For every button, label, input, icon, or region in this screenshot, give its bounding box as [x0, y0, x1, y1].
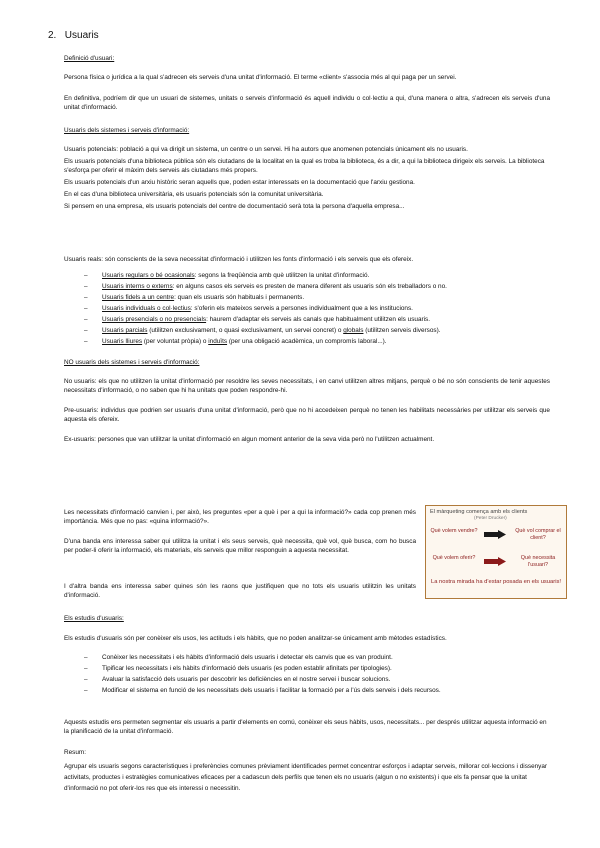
figure-question-1: Què volem vendre? — [430, 528, 478, 534]
definition-paragraph-2: En definitiva, podríem dir que un usuari de sistemes, unitats o serveis d'informació és aquell individu o col·lectiu a qui, d'una manera o altra, s'adrecen els serveis d'una unitat d'informació. — [64, 95, 550, 111]
section-heading — [48, 30, 99, 41]
potential-users-line: Els usuaris potencials d'un arxiu històric seran aquells que, poden estar interessats en la documentació que l'arxiu gestiona. — [64, 179, 415, 186]
definition-paragraph-1: Persona física o jurídica a la qual s'adrecen els serveis d'una unitat d'informació. El terme «client» s'associa més al qui paga per un servei. — [64, 74, 457, 81]
definition-section — [64, 54, 550, 63]
pre-users-block — [64, 406, 550, 424]
potential-users-line: Els usuaris potencials d'una biblioteca pública són els ciutadans de la localitat en la qual es troba la biblioteca, és a dir, a qui la biblioteca dirigeix els serveis. La biblioteca s'esforça per oferir el màxim dels serveis als ciutadans més propers. — [64, 158, 545, 174]
list-item — [84, 292, 554, 303]
section-number: 2. — [48, 30, 57, 41]
list-item — [84, 314, 554, 325]
figure-subtitle: (Peter Drucker) — [474, 516, 507, 521]
list-item-text: : haurem d'adaptar els serveis als canals que habitualment utilitzen els usuaris. — [206, 316, 431, 323]
definition-title: Definició d'usuari: — [64, 55, 115, 62]
ex-users-paragraph: Ex-usuaris: persones que van utilitzar la unitat d'informació en algun moment anterior de la seva vida però no l'utilitzen actualment. — [64, 436, 435, 443]
summary-paragraph: Agrupar els usuaris segons característiques i preferències comunes prèviament identificades permet concentrar esforços i adaptar serveis, millorar col·leccions i dissenyar activitats, productes i estratègies comunicatives eficaces per a cadascun dels perfils que tenen els no usuaris (algun o no existents) i que els fa pensar que la unitat d'informació no pot oferir-los res que els interessi o necessitin. — [64, 763, 548, 792]
right-arrow-icon — [484, 557, 506, 566]
list-item: – Avaluar la satisfacció dels usuaris per descobrir les deficiències en el nostre servei i buscar solucions. — [84, 674, 554, 685]
list-item: – Tipificar les necessitats i els hàbits d'informació dels usuaris (es poden establir afinitats per tipologies). — [84, 663, 554, 674]
needs-paragraph-3: I d'altra banda ens interessa saber quines són les raons que justifiquen que no tots els usuaris utilitzin les unitats d'informació. — [64, 583, 416, 599]
studies-title: Els estudis d'usuaris: — [64, 615, 124, 622]
marketing-figure — [425, 505, 567, 599]
studies-goals-list — [84, 652, 554, 696]
list-item: – Modificar el sistema en funció de les necessitats dels usuaris i facilitar la formació per a l'ús dels serveis i dels recursos. — [84, 685, 554, 696]
list-item — [84, 281, 554, 292]
list-item-term: Usuaris presencials o no presencials — [102, 316, 207, 323]
non-users-title: NO usuaris dels sistemes i serveis d'informació: — [64, 359, 200, 366]
figure-question-3: Què volem oferir? — [432, 555, 476, 561]
figure-question-4: Què necessita l'usuari? — [520, 555, 556, 568]
list-item-text: (utilitzen serveis diversos). — [363, 327, 441, 334]
studies-intro-block — [64, 634, 550, 643]
pre-users-paragraph: Pre-usuaris: individus que podrien ser usuaris d'una unitat d'informació, però que no hi accedeixen perquè no tenen les habilitats necessàries per utilitzar els serveis que aquesta els ofereix. — [64, 407, 550, 423]
list-item-text: (per una obligació acadèmica, un compromís laboral...). — [227, 338, 387, 345]
list-item — [84, 325, 554, 336]
summary-block — [64, 761, 550, 794]
summary-title: Resum: — [64, 749, 87, 756]
figure-question-2: Què vol comprar el client? — [515, 528, 561, 541]
list-item-term: induïts — [208, 338, 228, 345]
list-item-term: Usuaris parcials — [102, 327, 148, 334]
list-item-text: : s'oferin els mateixos serveis a persones individualment que a les institucions. — [190, 305, 413, 312]
real-users-intro: Usuaris reals: són conscients de la seva necessitat d'informació i utilitzen les fonts d'informació i els serveis que els ofereix. — [64, 256, 414, 263]
definition-p1-block — [64, 73, 550, 82]
list-item-term: Usuaris fidels a un centre — [102, 294, 175, 301]
real-users-intro-block — [64, 255, 550, 264]
studies-after-paragraph: Aquests estudis ens permeten segmentar els usuaris a partir d'elements en comú, conèixer els seus hàbits, usos, necessitats... per després utilitzar aquesta informació en la planificació de la unitat d'informació. — [64, 719, 547, 735]
list-item-term: Usuaris regulars o bé ocasionals — [102, 272, 195, 279]
users-section-title: Usuaris dels sistemes i serveis d'informació: — [64, 127, 190, 134]
list-item-text: : quan els usuaris són habituals i permanents. — [174, 294, 305, 301]
list-item-term: Usuaris lliures — [102, 338, 143, 345]
studies-intro: Els estudis d'usuaris són per conèixer els usos, les actituds i els hàbits, que no poden analitzar-se únicament amb mètodes estadístics. — [64, 635, 447, 642]
summary-title-block — [64, 748, 550, 757]
right-arrow-icon — [484, 530, 506, 539]
potential-users-block — [64, 145, 550, 211]
needs-paragraph-2: D'una banda ens interessa saber qui utilitza la unitat i els seus serveis, què necessita, què vol, què busca, com ho busca per poder-li oferir la informació, els materials, els serveis que millor responguin a aquesta necessitat. — [64, 538, 416, 554]
needs-paragraph-1: Les necessitats d'informació canvien i, per això, les preguntes «per a què i per a qui la informació?» cada cop prenen més importància. Més que no pas: «quina informació?». — [64, 509, 416, 525]
studies-goals-block — [84, 652, 554, 696]
list-item-term: globals — [343, 327, 364, 334]
ex-users-block — [64, 435, 550, 444]
user-types-list — [84, 270, 554, 347]
list-item — [84, 303, 554, 314]
potential-users-line: En el cas d'una biblioteca universitària, els usuaris potencials són la comunitat universitària. — [64, 191, 324, 198]
list-item-text: (utilitzen exclusivament, o quasi exclusivament, un servei concret) o — [147, 327, 344, 334]
list-item-text: : segons la freqüència amb què utilitzen la unitat d'informació. — [194, 272, 370, 279]
needs-p2-block — [64, 537, 416, 555]
studies-after-block — [64, 718, 550, 736]
potential-users-line: Si pensem en una empresa, els usuaris potencials del centre de documentació serà tota la persona d'aquella empresa... — [64, 203, 405, 210]
user-types-list-block — [84, 270, 554, 347]
list-item: – Conèixer les necessitats i els hàbits d'informació dels usuaris i detectar els canvis que es van produint. — [84, 652, 554, 663]
list-item-term: Usuaris interns o externs — [102, 283, 173, 290]
users-section-title-block — [64, 126, 550, 135]
list-item — [84, 270, 554, 281]
potential-users-line: Usuaris potencials: població a qui va dirigit un sistema, un centre o un servei. Hi ha autors que anomenen potencials únicament els no usuaris. — [64, 146, 468, 153]
studies-title-block — [64, 614, 550, 623]
non-users-paragraph: No usuaris: els que no utilitzen la unitat d'informació per resoldre les seves necessitats, i en canvi utilitzen altres mitjans, perquè o bé no són conscients de tenir aquestes necessitats d'informació, o no saben que hi ha unitats que poden respondre-hi. — [64, 378, 550, 394]
list-item-text: (per voluntat pròpia) o — [142, 338, 209, 345]
needs-p1-block — [64, 508, 416, 526]
non-users-title-block — [64, 358, 550, 367]
list-item-text: : en alguns casos els serveis es presten de manera diferent als usuaris són els treballadors o no. — [172, 283, 447, 290]
figure-title: El màrqueting comença amb els clients — [430, 509, 528, 515]
definition-p2-block — [64, 94, 550, 112]
figure-footer: La nostra mirada ha d'estar posada en els usuaris! — [430, 579, 561, 585]
section-title: Usuaris — [64, 30, 99, 41]
list-item-term: Usuaris individuals o col·lectius — [102, 305, 191, 312]
non-users-p1-block — [64, 377, 550, 395]
needs-p3-block — [64, 582, 416, 600]
list-item — [84, 336, 554, 347]
